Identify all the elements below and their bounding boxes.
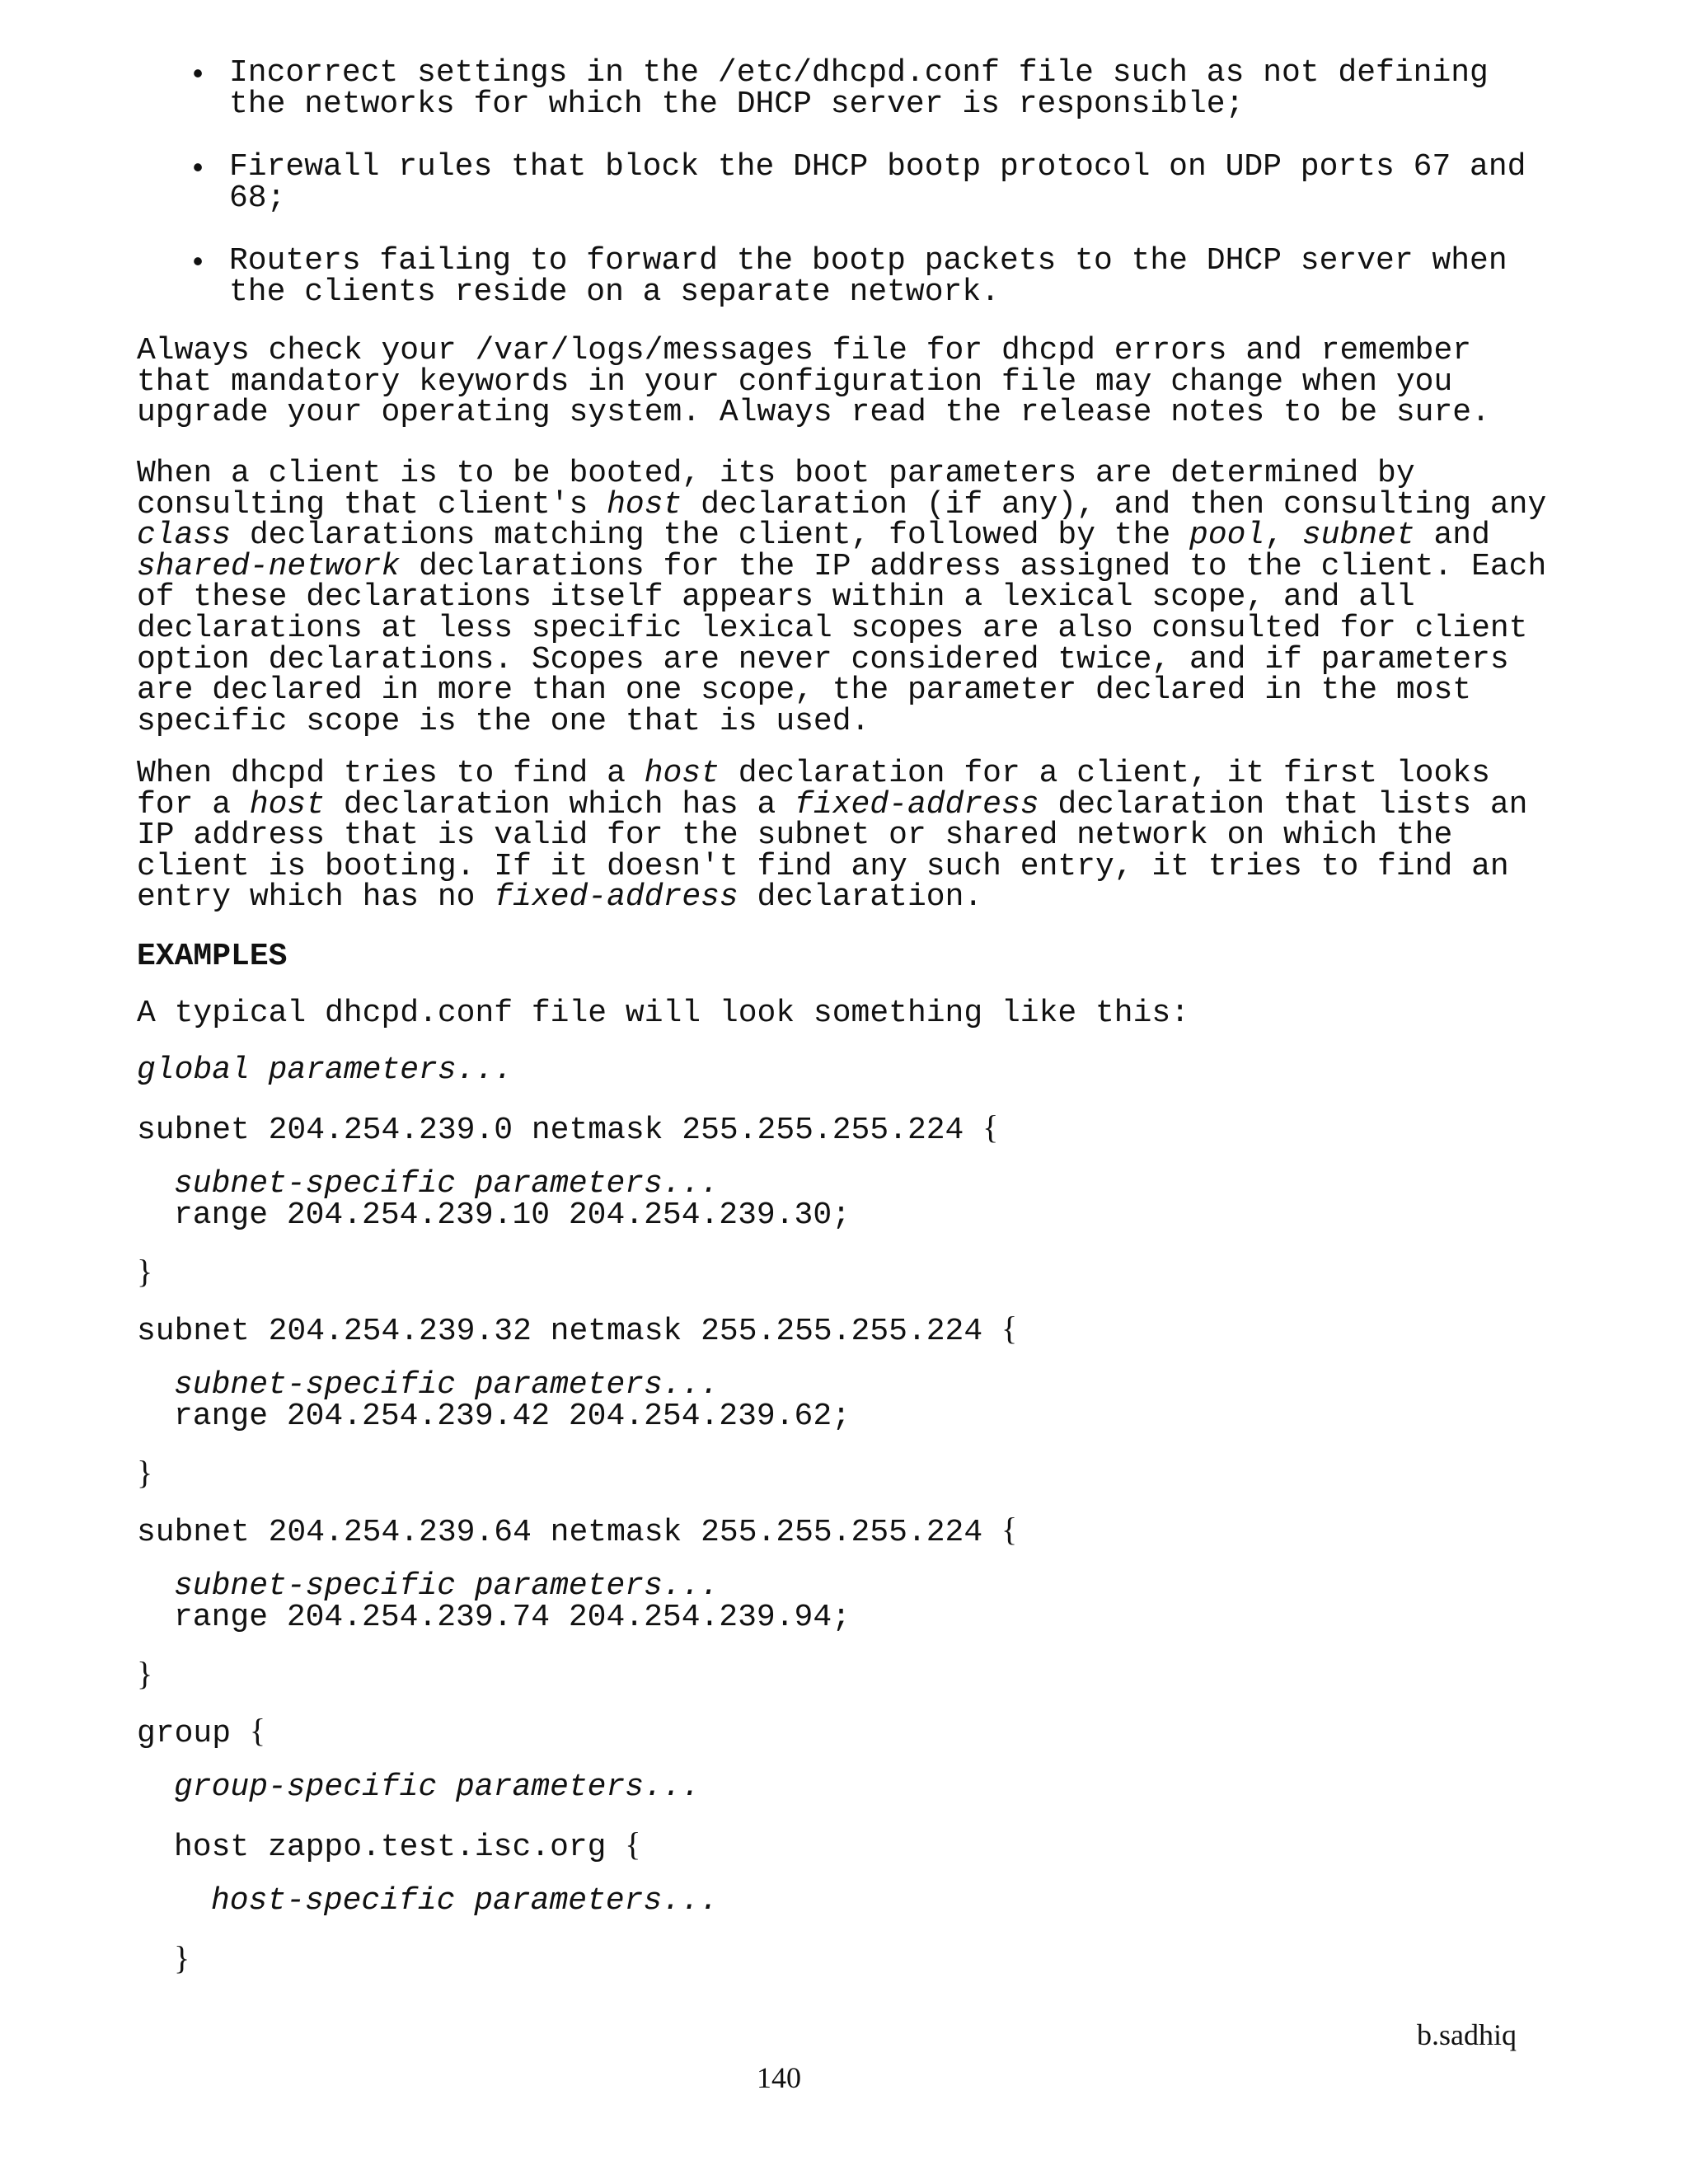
bullet-marker: • [192,150,204,184]
code-subnet-3 [137,1511,1571,1550]
emphasis-host: host [249,786,326,823]
open-brace: { [1001,1310,1018,1347]
bullet-text-line: 68; [229,180,286,216]
code-subnet-3-body [174,1568,1608,1635]
code-line: range 204.254.239.10 204.254.239.30; [174,1197,851,1233]
paragraph-line: A typical dhcpd.conf file will look something like this: [137,996,1190,1031]
code-line: range 204.254.239.42 204.254.239.62; [174,1398,851,1434]
paragraph-host-lookup [137,756,1571,916]
paragraph-line: IP address that is valid for the subnet or shared network on which the [137,818,1453,854]
code-subnet-3-close [137,1655,1571,1692]
code-line: global parameters... [137,1052,513,1088]
section-heading-examples: EXAMPLES [137,939,288,974]
paragraph-line [137,879,1571,916]
code-line [137,1511,1571,1550]
code-line [137,1108,1571,1148]
close-brace: } [174,1939,190,1976]
code-line: subnet-specific parameters... [174,1367,720,1403]
open-brace: { [249,1712,266,1749]
paragraph-line [137,518,1571,554]
paragraph-line: client is booting. If it doesn't find any such entry, it tries to find an [137,848,1509,884]
code-group [137,1712,1571,1751]
code-subnet-1 [137,1108,1571,1148]
code-text: subnet 204.254.239.64 netmask 255.255.255.224 [137,1515,1001,1550]
text-run: declarations for the IP address assigned to the client. Each [400,548,1547,584]
paragraph-line [137,758,1571,790]
code-line: group-specific parameters... [174,1769,701,1805]
author-name: b.sadhiq [1417,2018,1517,2051]
open-brace: { [625,1825,641,1863]
examples-intro [137,998,1571,1029]
paragraph-line: Always check your /var/logs/messages file for dhcpd errors and remember [137,333,1472,368]
code-line [137,1712,1571,1751]
code-host [174,1825,1608,1865]
emphasis-fixed-address: fixed-address [494,879,738,916]
paragraph-check-logs [137,335,1571,429]
code-line: subnet-specific parameters... [174,1568,720,1604]
close-brace: } [137,1253,153,1290]
code-subnet-2-close [137,1454,1571,1491]
code-subnet-2 [137,1310,1571,1349]
close-brace: } [137,1454,153,1491]
bullet-text-line: the clients reside on a separate network. [229,274,1000,310]
examples-section [137,941,1571,972]
code-text: group [137,1716,250,1751]
text-run: declaration (if any), and then consulting any [682,486,1547,523]
open-brace: { [982,1108,999,1146]
paragraph-line [137,548,1571,584]
paragraph-line: that mandatory keywords in your configuration file may change when you [137,363,1453,400]
text-run: declaration for a client, it first looks [719,756,1490,791]
paragraph-line: declarations at less specific lexical scopes are also consulted for client [137,610,1528,646]
text-run: for a [137,786,250,823]
paragraph-line: specific scope is the one that is used. [137,703,870,739]
text-run: declaration. [738,879,983,916]
paragraph-line: upgrade your operating system. Always read the release notes to be sure. [137,395,1490,431]
emphasis-host: host [607,486,682,523]
bullet-text-line: Routers failing to forward the bootp packets to the DHCP server when [229,243,1507,279]
page-number: 140 [757,2061,801,2094]
text-run: , [1264,518,1302,554]
emphasis-fixed-address: fixed-address [795,786,1039,823]
text-run: declarations matching the client, followed by the [231,518,1190,554]
paragraph-line: are declared in more than one scope, the parameter declared in the most [137,673,1472,709]
emphasis-host: host [644,756,720,791]
code-group-params [174,1769,1608,1805]
code-line: subnet-specific parameters... [174,1166,720,1202]
code-line: host-specific parameters... [211,1883,719,1919]
paragraph-line: of these declarations itself appears within a lexical scope, and all [137,579,1415,616]
text-run: declaration that lists an [1039,786,1528,823]
open-brace: { [1001,1511,1018,1548]
bullet-text-line: Firewall rules that block the DHCP bootp protocol on UDP ports 67 and [229,149,1526,185]
text-run: When dhcpd tries to find a [137,756,645,791]
code-text: subnet 204.254.239.0 netmask 255.255.255.224 [137,1113,983,1148]
text-run: consulting that client's [137,486,607,523]
code-line [174,1825,1608,1865]
code-subnet-2-body [174,1367,1608,1434]
paragraph-boot-parameters [137,458,1571,737]
paragraph-line: When a client is to be booted, its boot parameters are determined by [137,456,1415,491]
text-run: and [1414,518,1490,554]
bullet-text-line: Incorrect settings in the /etc/dhcpd.conf file such as not defining [229,55,1489,91]
text-run: declaration which has a [325,786,795,823]
emphasis-class: class [137,518,232,554]
code-text: subnet 204.254.239.32 netmask 255.255.255.224 [137,1314,1001,1349]
text-run: entry which has no [137,879,495,916]
code-subnet-1-close [137,1253,1571,1290]
code-line [137,1310,1571,1349]
emphasis-shared-network: shared-network [137,548,401,584]
paragraph-line: option declarations. Scopes are never considered twice, and if parameters [137,641,1509,677]
emphasis-pool: pool [1189,518,1265,554]
code-host-params [211,1883,1645,1919]
paragraph-line [137,786,1571,823]
code-line: range 204.254.239.74 204.254.239.94; [174,1599,851,1635]
paragraph-line [137,486,1571,523]
bullet-text-line: the networks for which the DHCP server is responsible; [229,86,1245,122]
emphasis-subnet: subnet [1301,518,1415,554]
close-brace: } [137,1655,153,1692]
code-text: host zappo.test.isc.org [174,1830,626,1865]
bullet-marker: • [192,56,204,90]
code-subnet-1-body [174,1166,1608,1233]
code-host-close [174,1939,1608,1976]
bullet-marker: • [192,244,204,278]
code-global-params [137,1052,1571,1088]
